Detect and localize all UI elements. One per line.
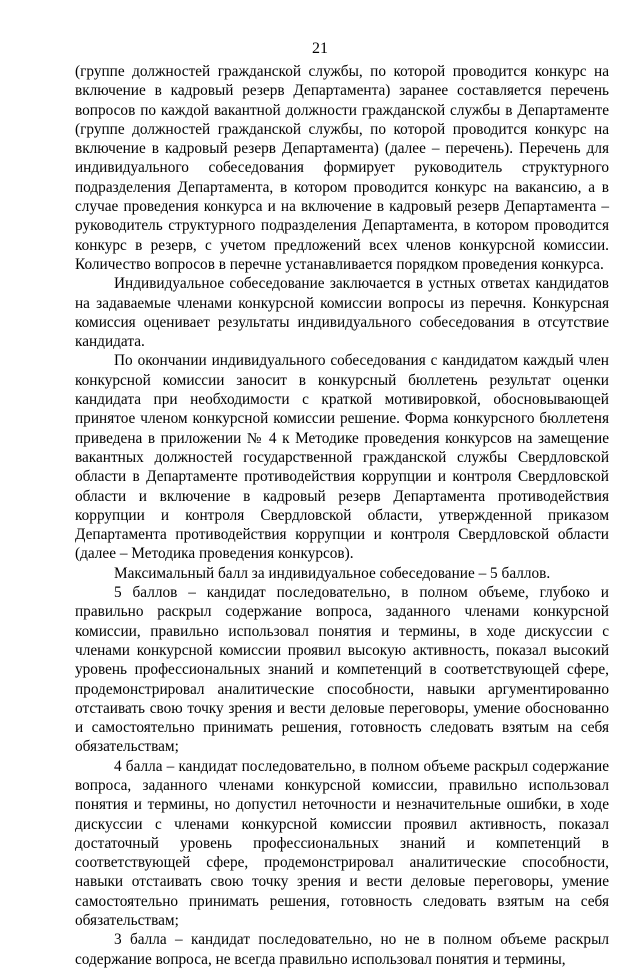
paragraph-ballot: По окончании индивидуального собеседования с кандидатом каждый член конкурсной комиссии заносит в конкурсный бюллетень результат оценки кандидата при необходимости с краткой мотивировкой, обосновывающей принятое членом конкурсной комиссии решение. Форма конкурсного бюллетеня приведена в приложении № 4 к Методике проведения конкурсов на замещение вакантных должностей государственной гражданской службы Свердловской области в Департаменте противодействия коррупции и контроля Свердловской области и включение в кадровый резерв Департамента противодействия коррупции и контроля Свердловской области, утвержденной приказом Департамента противодействия коррупции и контроля Свердловской области (далее – Методика проведения конкурсов). [75, 352, 609, 563]
document-body [75, 62, 609, 969]
paragraph-interview-essence: Индивидуальное собеседование заключается в устных ответах кандидатов на задаваемые членами конкурсной комиссии вопросы из перечня. Конкурсная комиссия оценивает результаты индивидуального собеседования в отсутствие кандидата. [75, 275, 609, 351]
paragraph-question-list: (группе должностей гражданской службы, по которой проводится конкурс на включение в кадровый резерв Департамента) заранее составляется перечень вопросов по каждой вакантной должности гражданской службы в Департаменте (группе должностей гражданской службы, по которой проводится конкурс на включение в кадровый резерв Департамента) (далее – перечень). Перечень для индивидуального собеседования формирует руководитель структурного подразделения Департамента, в котором проводится конкурс на вакансию, а в случае проведения конкурса и на включение в кадровый резерв Департамента – руководитель структурного подразделения Департамента, в котором проводится конкурс в резерв, с учетом предложений всех членов конкурсной комиссии. Количество вопросов в перечне устанавливается порядком проведения конкурса. [75, 63, 609, 273]
paragraph-score-5: 5 баллов – кандидат последовательно, в полном объеме, глубоко и правильно раскрыл содержание вопроса, заданного членами конкурсной комиссии, правильно использовал понятия и термины, в ходе дискуссии с членами конкурсной комиссии проявил высокую активность, показал высокий уровень профессиональных знаний и компетенций в соответствующей сфере, продемонстрировал аналитические способности, навыки аргументированно отстаивать свою точку зрения и вести деловые переговоры, умение обоснованно и самостоятельно принимать решения, готовность следовать взятым на себя обязательствам; [75, 584, 609, 756]
page-number: 21 [312, 40, 328, 57]
paragraph-score-3: 3 балла – кандидат последовательно, но не в полном объеме раскрыл содержание вопроса, не всегда правильно использовал понятия и термины, [75, 931, 609, 968]
paragraph-max-score: Максимальный балл за индивидуальное собеседование – 5 баллов. [114, 564, 551, 582]
paragraph-score-4: 4 балла – кандидат последовательно, в полном объеме раскрыл содержание вопроса, заданного членами конкурсной комиссии, правильно использовал понятия и термины, но допустил неточности и незначительные ошибки, в ходе дискуссии с членами конкурсной комиссии проявил активность, показал достаточный уровень профессиональных знаний и компетенций в соответствующей сфере, продемонстрировал аналитические способности, навыки отстаивать свою точку зрения и вести деловые переговоры, умение самостоятельно принимать решения, готовность следовать взятым на себя обязательствам; [75, 757, 609, 930]
